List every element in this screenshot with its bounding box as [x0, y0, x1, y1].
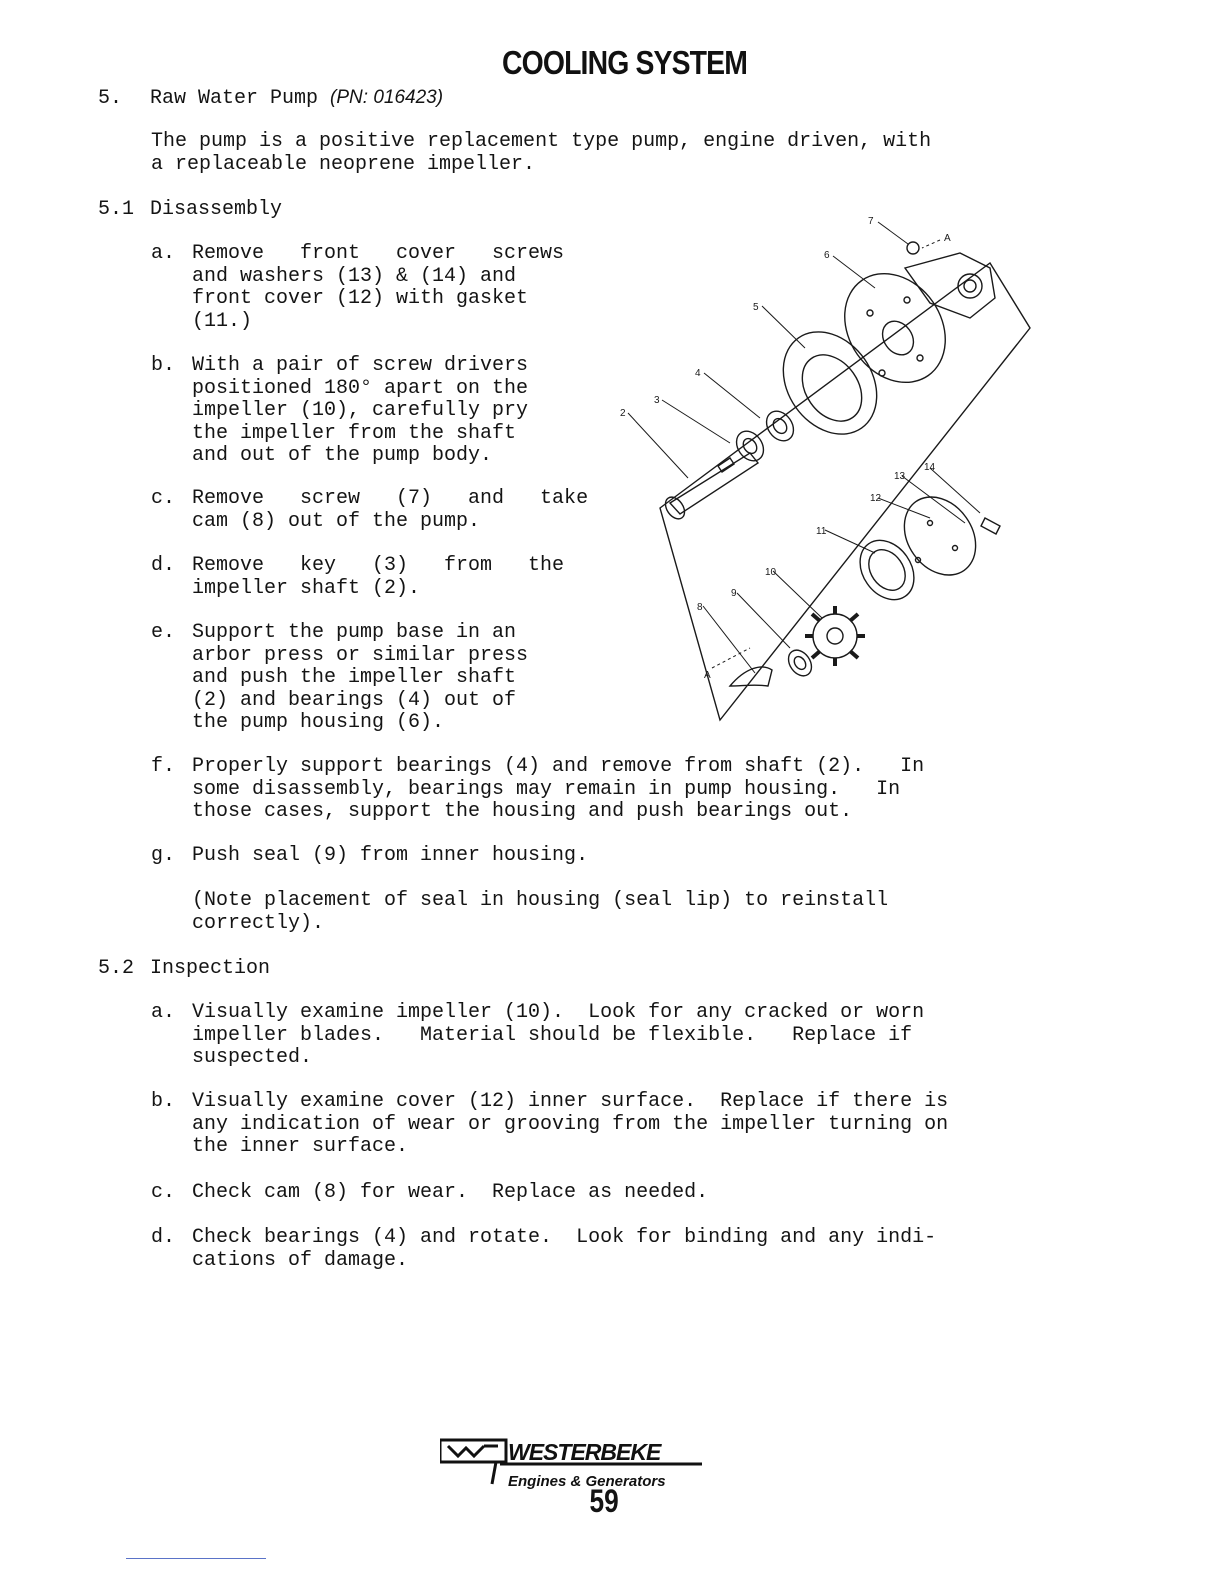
- logo-emblem: [440, 1440, 506, 1462]
- step-label: d.: [151, 1226, 176, 1249]
- section-heading-5-2: [98, 958, 270, 981]
- section-title: Inspection: [150, 957, 271, 980]
- callout-5: 5: [753, 302, 759, 313]
- step-text: Remove key (3) from the impeller shaft (2).: [192, 554, 565, 600]
- callout-14: 14: [924, 462, 936, 473]
- housing-port-inner: [964, 280, 976, 292]
- callout-2: 2: [620, 408, 626, 419]
- step-label: e.: [151, 621, 176, 644]
- section-5-intro: The pump is a positive replacement type pump, engine driven, with a replaceable neoprene impeller.: [151, 130, 932, 176]
- page-number: 59: [589, 1483, 619, 1519]
- step-label: b.: [151, 354, 176, 377]
- screw-7: [907, 242, 919, 254]
- part-number: (PN: 016423): [330, 87, 444, 108]
- step-label: a.: [151, 1001, 176, 1024]
- callout-11: 11: [816, 526, 827, 537]
- callout-9: 9: [731, 588, 737, 599]
- footer-rule: [126, 1558, 266, 1559]
- callout-3: 3: [654, 395, 660, 406]
- callout-13: 13: [894, 471, 906, 482]
- westerbeke-logo: [440, 1438, 710, 1496]
- section-title: Disassembly: [150, 198, 283, 221]
- callout-6: 6: [824, 250, 830, 261]
- step-label: b.: [151, 1090, 176, 1113]
- cover-screw-13: [981, 518, 1000, 534]
- step-label: d.: [151, 554, 176, 577]
- step-text: Visually examine impeller (10). Look for any cracked or worn impeller blades. Material should be flexible. Replace if suspected.: [192, 1001, 925, 1069]
- bearing-4a: [761, 406, 799, 446]
- housing-bore: [876, 315, 920, 361]
- step-text: Check bearings (4) and rotate. Look for binding and any indi- cations of damage.: [192, 1226, 937, 1272]
- page-title: COOLING SYSTEM: [502, 44, 747, 81]
- callout-8: 8: [697, 602, 703, 613]
- key-3: [718, 458, 734, 472]
- step-label: g.: [151, 844, 176, 867]
- gasket-5: [764, 314, 896, 452]
- callout-a-top: A: [944, 233, 951, 244]
- callout-4: 4: [695, 368, 701, 379]
- callout-a-bottom: A: [704, 670, 711, 681]
- step-text: Remove screw (7) and take cam (8) out of the pump.: [192, 487, 589, 533]
- cam-8: [730, 667, 772, 686]
- section-title: Raw Water Pump: [150, 87, 319, 110]
- seal-note: (Note placement of seal in housing (seal lip) to reinstall correctly).: [192, 889, 889, 935]
- callout-10: 10: [765, 567, 777, 578]
- step-label: c.: [151, 487, 176, 510]
- callout-7: 7: [868, 216, 874, 227]
- step-text: Visually examine cover (12) inner surface. Replace if there is any indication of wear or grooving from the impeller turning on the inner surface.: [192, 1090, 949, 1158]
- step-label: c.: [151, 1181, 176, 1204]
- section-heading-5: [98, 87, 443, 111]
- step-text: Support the pump base in an arbor press or similar press and push the impeller shaft (2) and bearings (4) out of the pump housing (6).: [192, 621, 529, 734]
- step-label: f.: [151, 755, 176, 778]
- step-text: Properly support bearings (4) and remove from shaft (2). In some disassembly, bearings may remain in pump housing. In those cases, support the housing and push bearings out.: [192, 755, 925, 823]
- pump-housing: [824, 254, 966, 402]
- step-text: With a pair of screw drivers positioned 180° apart on the impeller (10), carefully pry the impeller from the shaft and out of the pump body.: [192, 354, 529, 467]
- pump-exploded-diagram: [600, 208, 1040, 738]
- step-text: Push seal (9) from inner housing.: [192, 844, 589, 867]
- section-number: 5.2: [98, 957, 135, 980]
- callout-12: 12: [870, 493, 882, 504]
- step-label: a.: [151, 242, 176, 265]
- logo-brand: WESTERBEKE: [508, 1439, 661, 1465]
- step-text: Check cam (8) for wear. Replace as needed.: [192, 1181, 709, 1204]
- logo-tagline: Engines & Generators: [508, 1473, 666, 1490]
- step-text: Remove front cover screws and washers (13) & (14) and front cover (12) with gasket (11.): [192, 242, 565, 333]
- section-number: 5.1: [98, 198, 135, 221]
- section-number: 5.: [98, 87, 123, 110]
- section-heading-5-1: [98, 199, 282, 222]
- seal-9: [784, 646, 816, 680]
- logo-emblem-mark: [448, 1446, 498, 1456]
